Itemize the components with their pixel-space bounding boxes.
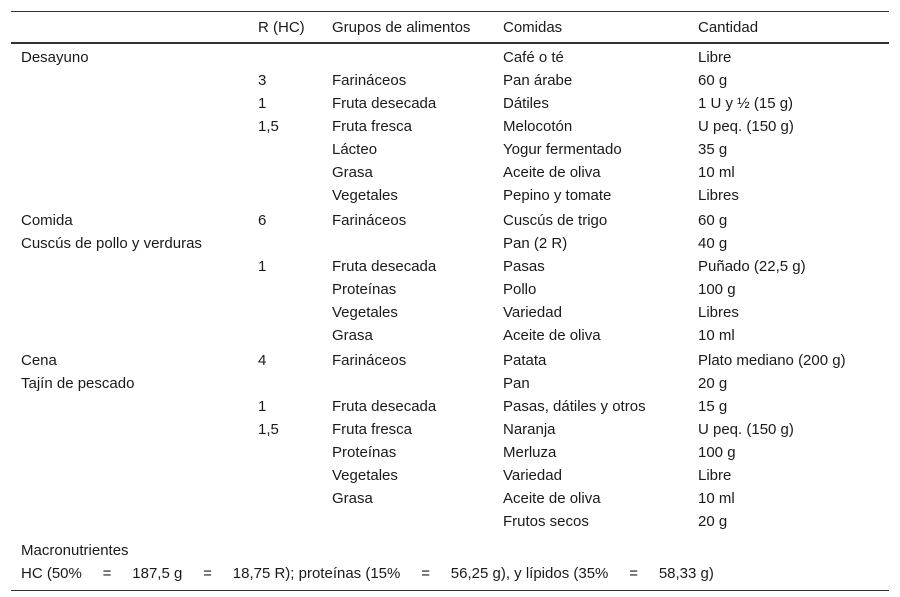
- cell-quantity: 1 U y ½ (15 g): [698, 95, 794, 112]
- cell-food: Aceite de oliva: [503, 490, 601, 507]
- cell-food: Variedad: [503, 467, 562, 484]
- cell-quantity: Libres: [698, 187, 739, 204]
- cell-food: Aceite de oliva: [503, 164, 601, 181]
- cell-quantity: 10 ml: [698, 164, 735, 181]
- table-row: [11, 43, 889, 69]
- cell-r-hc: [248, 184, 322, 207]
- cell-food-group: [322, 232, 493, 255]
- cell-food: Yogur fermentado: [503, 141, 622, 158]
- cell-food: Pan: [503, 375, 530, 392]
- cell-meal: Cuscús de pollo y verduras: [21, 235, 202, 252]
- cell-food-group: Fruta desecada: [332, 398, 437, 415]
- header-food-groups: Grupos de alimentos: [332, 18, 471, 36]
- cell-quantity: Libre: [698, 467, 732, 484]
- cell-food: Merluza: [503, 444, 557, 461]
- cell-r-hc: 1,5: [258, 118, 279, 135]
- table-row: [11, 441, 889, 464]
- cell-meal: Cena: [21, 352, 57, 369]
- cell-quantity: 20 g: [698, 513, 728, 530]
- cell-food-group: Proteínas: [332, 444, 397, 461]
- table-row: [11, 232, 889, 255]
- table-row: [11, 301, 889, 324]
- cell-meal: [11, 487, 248, 510]
- cell-food-group: Fruta fresca: [332, 421, 413, 438]
- header-row: [11, 12, 889, 44]
- table-row: [11, 184, 889, 207]
- table-row: [11, 115, 889, 138]
- cell-quantity: 10 ml: [698, 490, 735, 507]
- cell-meal: [11, 255, 248, 278]
- table-row: [11, 138, 889, 161]
- cell-food: Pepino y tomate: [503, 187, 612, 204]
- table-row: [11, 487, 889, 510]
- cell-meal: [11, 161, 248, 184]
- cell-food: Cuscús de trigo: [503, 212, 608, 229]
- cell-r-hc: [248, 487, 322, 510]
- cell-meal: [11, 324, 248, 347]
- cell-meal: [11, 395, 248, 418]
- table-row: [11, 207, 889, 232]
- cell-food-group: Lácteo: [332, 141, 378, 158]
- header-foods: Comidas: [503, 18, 563, 36]
- cell-food-group: Fruta fresca: [332, 118, 413, 135]
- cell-food-group: Proteínas: [332, 281, 397, 298]
- diet-table: [11, 11, 889, 535]
- cell-quantity: U peq. (150 g): [698, 421, 794, 438]
- table-row: [11, 161, 889, 184]
- cell-food: Pollo: [503, 281, 537, 298]
- cell-quantity: 60 g: [698, 212, 728, 229]
- cell-food-group: Grasa: [332, 327, 373, 344]
- cell-food: Variedad: [503, 304, 562, 321]
- cell-r-hc: 1: [258, 258, 267, 275]
- cell-meal: Comida: [21, 212, 73, 229]
- cell-r-hc: 1,5: [258, 421, 279, 438]
- cell-meal: [11, 464, 248, 487]
- cell-meal: Tajín de pescado: [21, 375, 135, 392]
- diet-table-container: [11, 11, 889, 591]
- cell-r-hc: [248, 43, 322, 69]
- cell-quantity: 100 g: [698, 444, 736, 461]
- table-row: [11, 510, 889, 535]
- cell-r-hc: [248, 372, 322, 395]
- cell-food: Pasas: [503, 258, 545, 275]
- table-row: [11, 347, 889, 372]
- cell-quantity: 100 g: [698, 281, 736, 298]
- cell-food: Pan árabe: [503, 72, 573, 89]
- cell-food-group: Fruta desecada: [332, 95, 437, 112]
- cell-quantity: 15 g: [698, 398, 728, 415]
- cell-meal: [11, 138, 248, 161]
- header-quantity: Cantidad: [698, 18, 759, 36]
- cell-meal: [11, 301, 248, 324]
- cell-r-hc: 6: [258, 212, 267, 229]
- cell-r-hc: [248, 301, 322, 324]
- cell-meal: [11, 115, 248, 138]
- cell-r-hc: [248, 510, 322, 535]
- cell-meal: [11, 184, 248, 207]
- cell-quantity: 40 g: [698, 235, 728, 252]
- table-row: [11, 372, 889, 395]
- cell-r-hc: [248, 441, 322, 464]
- cell-food: Café o té: [503, 49, 564, 66]
- cell-food-group: Vegetales: [332, 467, 398, 484]
- cell-quantity: Plato mediano (200 g): [698, 352, 846, 369]
- cell-r-hc: [248, 161, 322, 184]
- cell-r-hc: 1: [258, 398, 267, 415]
- cell-r-hc: [248, 138, 322, 161]
- cell-quantity: 10 ml: [698, 327, 735, 344]
- cell-food-group: Vegetales: [332, 187, 398, 204]
- table-row: [11, 395, 889, 418]
- macronutrients-label: Macronutrientes: [21, 542, 129, 559]
- cell-meal: [11, 510, 248, 535]
- cell-meal: Desayuno: [21, 49, 89, 66]
- cell-food: Patata: [503, 352, 547, 369]
- table-row: [11, 464, 889, 487]
- cell-food: Frutos secos: [503, 513, 589, 530]
- cell-food-group: [322, 510, 493, 535]
- cell-food: Dátiles: [503, 95, 549, 112]
- cell-meal: [11, 92, 248, 115]
- cell-food-group: Vegetales: [332, 304, 398, 321]
- cell-r-hc: [248, 232, 322, 255]
- cell-quantity: Libre: [698, 49, 732, 66]
- cell-food-group: Grasa: [332, 490, 373, 507]
- cell-r-hc: [248, 278, 322, 301]
- table-header: [11, 12, 889, 44]
- table-row: [11, 278, 889, 301]
- cell-quantity: Puñado (22,5 g): [698, 258, 806, 275]
- cell-meal: [11, 441, 248, 464]
- cell-r-hc: 3: [258, 72, 267, 89]
- cell-food-group: Grasa: [332, 164, 373, 181]
- header-r-hc: R (HC): [258, 18, 305, 36]
- table-row: [11, 418, 889, 441]
- table-row: [11, 255, 889, 278]
- table-body: [11, 43, 889, 535]
- cell-food: Pasas, dátiles y otros: [503, 398, 646, 415]
- cell-food-group: Fruta desecada: [332, 258, 437, 275]
- table-row: [11, 69, 889, 92]
- cell-food-group: [322, 372, 493, 395]
- cell-food-group: Farináceos: [332, 212, 407, 229]
- cell-food-group: [322, 43, 493, 69]
- cell-quantity: 20 g: [698, 375, 728, 392]
- cell-food: Naranja: [503, 421, 556, 438]
- cell-food-group: Farináceos: [332, 72, 407, 89]
- cell-r-hc: [248, 464, 322, 487]
- cell-r-hc: [248, 324, 322, 347]
- cell-food: Melocotón: [503, 118, 573, 135]
- table-row: [11, 324, 889, 347]
- cell-quantity: Libres: [698, 304, 739, 321]
- cell-r-hc: 1: [258, 95, 267, 112]
- table-row: [11, 92, 889, 115]
- cell-meal: [11, 278, 248, 301]
- macronutrients-text: HC (50% = 187,5 g = 18,75 R); proteínas (15% = 56,25 g), y lípidos (35% = 58,33 g): [21, 565, 714, 582]
- macronutrients-footer: [11, 535, 889, 591]
- cell-quantity: U peq. (150 g): [698, 118, 794, 135]
- cell-r-hc: 4: [258, 352, 267, 369]
- header-meal: [11, 12, 248, 44]
- cell-food: Pan (2 R): [503, 235, 568, 252]
- cell-food-group: Farináceos: [332, 352, 407, 369]
- cell-meal: [11, 69, 248, 92]
- cell-quantity: 35 g: [698, 141, 728, 158]
- cell-quantity: 60 g: [698, 72, 728, 89]
- cell-food: Aceite de oliva: [503, 327, 601, 344]
- cell-meal: [11, 418, 248, 441]
